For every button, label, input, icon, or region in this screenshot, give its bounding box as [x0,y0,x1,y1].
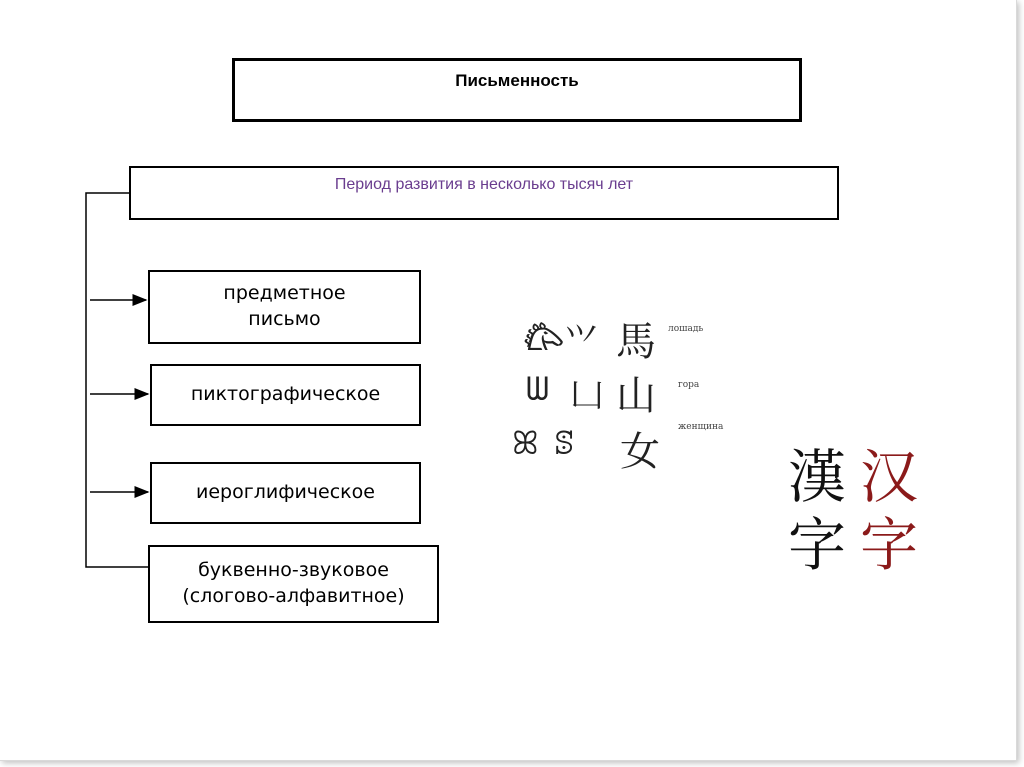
glyph-row-mountain [500,364,740,419]
hanzi-traditional-zi: 字 [788,511,847,579]
archaic-glyph: ⺍ [564,322,598,362]
type-box-object-writing [148,270,421,344]
type-label-line2: (слогово-алфавитное) [182,585,405,607]
hanzi-traditional-han: 漢 [788,443,847,511]
period-text: Период развития в несколько тысяч лет [334,176,634,193]
type-box-pictographic [150,364,421,426]
glyph-row-horse [500,310,740,365]
modern-glyph: 馬 [616,319,656,365]
archaic-glyph: ꕷ [554,424,575,462]
glyph-meaning: гора [678,380,700,390]
type-label-line1: буквенно-звуковое [198,559,389,582]
hanzi-simplified-zi: 字 [860,511,919,579]
type-label-line1: иероглифическое [196,481,375,504]
archaic-glyph: ᗯ [526,370,550,408]
type-box-alphabetic [148,545,439,623]
glyph-meaning: лошадь [668,324,704,334]
type-label-line1: предметное [223,282,346,305]
title-text: Письменность [455,71,579,90]
archaic-glyph: 凵 [570,376,604,416]
glyph-row-woman [500,416,740,475]
type-box-hieroglyphic [150,462,421,524]
type-label-line2: письмо [248,308,321,330]
hanzi-simplified-han: 汉 [860,443,919,511]
bracket-line [86,193,148,567]
glyph-evolution-image [500,300,740,480]
type-label-line1: пиктографическое [190,383,381,406]
archaic-glyph: 𐂃 [522,319,564,359]
modern-glyph: 女 [620,429,660,475]
glyph-meaning: женщина [678,422,724,432]
modern-glyph: 山 [616,373,656,419]
archaic-glyph: ꕤ [512,424,539,462]
